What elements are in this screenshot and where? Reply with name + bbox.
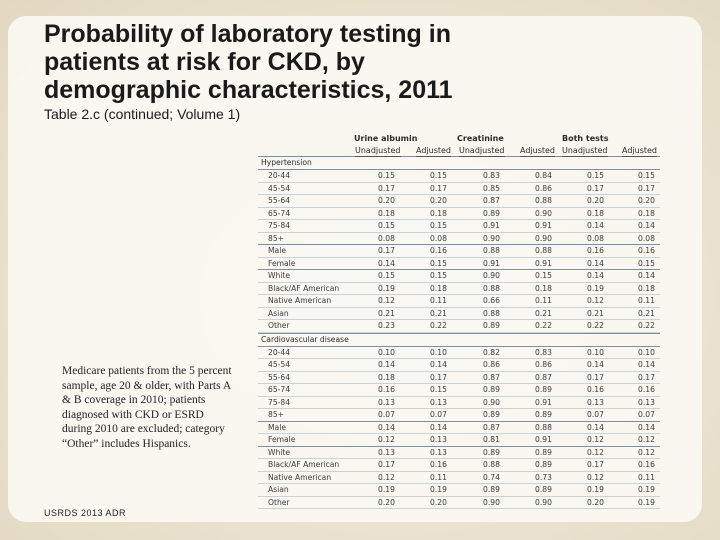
value-cell: 0.18 bbox=[587, 208, 604, 218]
value-cell: 0.14 bbox=[638, 422, 655, 432]
value-cell: 0.19 bbox=[430, 485, 447, 494]
value-cell: 0.14 bbox=[587, 422, 604, 432]
value-cell: 0.83 bbox=[535, 347, 552, 357]
value-cell: 0.07 bbox=[430, 410, 447, 419]
row-label: Black/AF American bbox=[268, 283, 340, 293]
value-cell: 0.87 bbox=[535, 372, 552, 382]
value-cell: 0.88 bbox=[535, 246, 552, 255]
value-cell: 0.13 bbox=[430, 397, 447, 407]
value-cell: 0.86 bbox=[535, 360, 552, 369]
value-cell: 0.08 bbox=[638, 233, 655, 243]
value-cell: 0.17 bbox=[378, 246, 395, 255]
value-cell: 0.18 bbox=[638, 208, 655, 218]
value-cell: 0.19 bbox=[638, 497, 655, 507]
value-cell: 0.18 bbox=[378, 372, 395, 382]
value-cell: 0.20 bbox=[378, 497, 395, 507]
value-cell: 0.18 bbox=[638, 283, 655, 293]
value-cell: 0.15 bbox=[430, 221, 447, 230]
row-label: 45-54 bbox=[268, 360, 291, 369]
value-cell: 0.20 bbox=[587, 497, 604, 507]
value-cell: 0.10 bbox=[587, 347, 604, 357]
value-cell: 0.83 bbox=[483, 171, 500, 180]
value-cell: 0.89 bbox=[535, 447, 552, 457]
value-cell: 0.22 bbox=[430, 321, 447, 330]
value-cell: 0.07 bbox=[378, 410, 395, 419]
table-row bbox=[258, 347, 660, 360]
data-table bbox=[258, 132, 660, 509]
value-cell: 0.84 bbox=[535, 171, 552, 180]
value-cell: 0.11 bbox=[535, 296, 552, 305]
value-cell: 0.89 bbox=[483, 385, 500, 394]
column-header: Unadjusted bbox=[562, 146, 608, 155]
value-cell: 0.14 bbox=[587, 360, 604, 369]
value-cell: 0.21 bbox=[430, 308, 447, 318]
table-row bbox=[258, 434, 660, 447]
value-cell: 0.12 bbox=[378, 472, 395, 482]
value-cell: 0.19 bbox=[587, 485, 604, 494]
row-label: Asian bbox=[268, 308, 289, 318]
table-row bbox=[258, 295, 660, 308]
value-cell: 0.10 bbox=[378, 347, 395, 357]
value-cell: 0.81 bbox=[483, 435, 500, 444]
value-cell: 0.08 bbox=[587, 233, 604, 243]
row-label: 55-64 bbox=[268, 196, 291, 205]
value-cell: 0.21 bbox=[587, 308, 604, 318]
value-cell: 0.86 bbox=[483, 360, 500, 369]
method-note: Medicare patients from the 5 percent sample, age 20 & older, with Parts A & B coverage in 2010; patients diagnosed with CKD or ESRD during 2010 are excluded; category “Other” includes Hispanics. bbox=[62, 365, 232, 450]
value-cell: 0.12 bbox=[378, 435, 395, 444]
value-cell: 0.22 bbox=[638, 321, 655, 330]
value-cell: 0.14 bbox=[587, 221, 604, 230]
value-cell: 0.90 bbox=[483, 233, 500, 243]
row-label: Black/AF American bbox=[268, 460, 340, 469]
value-cell: 0.20 bbox=[638, 196, 655, 205]
value-cell: 0.15 bbox=[587, 171, 604, 180]
table-row bbox=[258, 220, 660, 233]
column-header: Adjusted bbox=[416, 146, 452, 155]
value-cell: 0.15 bbox=[430, 271, 447, 280]
value-cell: 0.82 bbox=[483, 347, 500, 357]
value-cell: 0.17 bbox=[378, 183, 395, 193]
table-row bbox=[258, 320, 660, 333]
row-label: Other bbox=[268, 497, 290, 507]
value-cell: 0.88 bbox=[483, 460, 500, 469]
value-cell: 0.14 bbox=[638, 271, 655, 280]
value-cell: 0.91 bbox=[483, 221, 500, 230]
value-cell: 0.18 bbox=[430, 283, 447, 293]
value-cell: 0.12 bbox=[587, 296, 604, 305]
value-cell: 0.22 bbox=[587, 321, 604, 330]
value-cell: 0.20 bbox=[378, 196, 395, 205]
value-cell: 0.07 bbox=[587, 410, 604, 419]
table-row bbox=[258, 258, 660, 271]
value-cell: 0.87 bbox=[483, 422, 500, 432]
row-label: Asian bbox=[268, 485, 289, 494]
value-cell: 0.91 bbox=[535, 397, 552, 407]
table-row bbox=[258, 397, 660, 410]
row-label: Female bbox=[268, 435, 296, 444]
value-cell: 0.91 bbox=[483, 258, 500, 268]
value-cell: 0.89 bbox=[535, 410, 552, 419]
value-cell: 0.14 bbox=[430, 422, 447, 432]
value-cell: 0.23 bbox=[378, 321, 395, 330]
value-cell: 0.11 bbox=[638, 472, 655, 482]
value-cell: 0.18 bbox=[378, 208, 395, 218]
value-cell: 0.89 bbox=[483, 410, 500, 419]
value-cell: 0.14 bbox=[378, 258, 395, 268]
value-cell: 0.19 bbox=[638, 485, 655, 494]
value-cell: 0.20 bbox=[430, 196, 447, 205]
table-row bbox=[258, 472, 660, 485]
value-cell: 0.15 bbox=[378, 171, 395, 180]
value-cell: 0.16 bbox=[638, 385, 655, 394]
value-cell: 0.08 bbox=[378, 233, 395, 243]
group-header-urine-albumin: Urine albumin bbox=[354, 134, 418, 143]
column-header: Unadjusted bbox=[459, 146, 505, 155]
value-cell: 0.15 bbox=[638, 258, 655, 268]
row-label: Male bbox=[268, 422, 286, 432]
value-cell: 0.15 bbox=[638, 171, 655, 180]
row-label: 20-44 bbox=[268, 171, 291, 180]
value-cell: 0.14 bbox=[378, 422, 395, 432]
group-header-creatinine: Creatinine bbox=[457, 134, 504, 143]
value-cell: 0.17 bbox=[587, 460, 604, 469]
value-cell: 0.19 bbox=[378, 283, 395, 293]
row-label: 85+ bbox=[268, 410, 285, 419]
table-row bbox=[258, 409, 660, 422]
value-cell: 0.90 bbox=[483, 497, 500, 507]
value-cell: 0.15 bbox=[430, 258, 447, 268]
table-row bbox=[258, 447, 660, 460]
row-label: 20-44 bbox=[268, 347, 291, 357]
table-row bbox=[258, 283, 660, 296]
value-cell: 0.08 bbox=[430, 233, 447, 243]
group-header-both-tests: Both tests bbox=[562, 134, 609, 143]
table-row bbox=[258, 233, 660, 246]
value-cell: 0.12 bbox=[638, 435, 655, 444]
value-cell: 0.89 bbox=[483, 321, 500, 330]
row-label: White bbox=[268, 447, 291, 457]
value-cell: 0.16 bbox=[587, 246, 604, 255]
value-cell: 0.15 bbox=[535, 271, 552, 280]
value-cell: 0.89 bbox=[483, 447, 500, 457]
value-cell: 0.90 bbox=[535, 497, 552, 507]
value-cell: 0.17 bbox=[430, 183, 447, 193]
value-cell: 0.14 bbox=[638, 360, 655, 369]
value-cell: 0.12 bbox=[587, 435, 604, 444]
value-cell: 0.88 bbox=[535, 422, 552, 432]
value-cell: 0.15 bbox=[378, 221, 395, 230]
value-cell: 0.91 bbox=[535, 258, 552, 268]
value-cell: 0.17 bbox=[587, 183, 604, 193]
value-cell: 0.10 bbox=[430, 347, 447, 357]
row-label: Female bbox=[268, 258, 296, 268]
source-footer: USRDS 2013 ADR bbox=[44, 508, 127, 518]
value-cell: 0.89 bbox=[483, 208, 500, 218]
value-cell: 0.12 bbox=[587, 472, 604, 482]
value-cell: 0.15 bbox=[430, 385, 447, 394]
table-row bbox=[258, 372, 660, 385]
value-cell: 0.14 bbox=[587, 258, 604, 268]
row-label: Male bbox=[268, 246, 286, 255]
value-cell: 0.12 bbox=[378, 296, 395, 305]
table-header bbox=[258, 132, 660, 156]
value-cell: 0.19 bbox=[378, 485, 395, 494]
table-row bbox=[258, 208, 660, 221]
value-cell: 0.89 bbox=[535, 385, 552, 394]
value-cell: 0.20 bbox=[587, 196, 604, 205]
value-cell: 0.17 bbox=[378, 460, 395, 469]
value-cell: 0.91 bbox=[535, 221, 552, 230]
column-header: Adjusted bbox=[622, 146, 658, 155]
row-label: 65-74 bbox=[268, 385, 291, 394]
row-label: Native American bbox=[268, 472, 332, 482]
value-cell: 0.90 bbox=[483, 397, 500, 407]
value-cell: 0.89 bbox=[483, 485, 500, 494]
row-label: 75-84 bbox=[268, 397, 291, 407]
value-cell: 0.12 bbox=[587, 447, 604, 457]
value-cell: 0.16 bbox=[430, 246, 447, 255]
column-header: Adjusted bbox=[520, 146, 556, 155]
value-cell: 0.87 bbox=[483, 196, 500, 205]
value-cell: 0.88 bbox=[483, 308, 500, 318]
row-label: 85+ bbox=[268, 233, 285, 243]
table-row bbox=[258, 170, 660, 183]
value-cell: 0.89 bbox=[535, 460, 552, 469]
value-cell: 0.17 bbox=[430, 372, 447, 382]
value-cell: 0.13 bbox=[587, 397, 604, 407]
value-cell: 0.89 bbox=[535, 485, 552, 494]
value-cell: 0.66 bbox=[483, 296, 500, 305]
value-cell: 0.86 bbox=[535, 183, 552, 193]
row-label: Other bbox=[268, 321, 290, 330]
table-body bbox=[258, 156, 660, 509]
table-row bbox=[258, 497, 660, 510]
value-cell: 0.13 bbox=[430, 447, 447, 457]
row-label: White bbox=[268, 271, 291, 280]
value-cell: 0.14 bbox=[378, 360, 395, 369]
value-cell: 0.90 bbox=[483, 271, 500, 280]
table-row bbox=[258, 183, 660, 196]
column-header: Unadjusted bbox=[355, 146, 401, 155]
slide-subtitle: Table 2.c (continued; Volume 1) bbox=[44, 106, 241, 122]
table-row bbox=[258, 245, 660, 258]
table-row bbox=[258, 459, 660, 472]
value-cell: 0.17 bbox=[638, 183, 655, 193]
value-cell: 0.16 bbox=[430, 460, 447, 469]
value-cell: 0.88 bbox=[483, 246, 500, 255]
value-cell: 0.21 bbox=[638, 308, 655, 318]
section-header: Cardiovascular disease bbox=[258, 333, 660, 347]
value-cell: 0.15 bbox=[430, 171, 447, 180]
value-cell: 0.22 bbox=[535, 321, 552, 330]
value-cell: 0.90 bbox=[535, 233, 552, 243]
value-cell: 0.74 bbox=[483, 472, 500, 482]
value-cell: 0.21 bbox=[378, 308, 395, 318]
value-cell: 0.17 bbox=[587, 372, 604, 382]
value-cell: 0.16 bbox=[638, 460, 655, 469]
value-cell: 0.19 bbox=[587, 283, 604, 293]
table-row bbox=[258, 270, 660, 283]
row-label: 65-74 bbox=[268, 208, 291, 218]
value-cell: 0.14 bbox=[638, 221, 655, 230]
value-cell: 0.13 bbox=[378, 447, 395, 457]
value-cell: 0.16 bbox=[638, 246, 655, 255]
value-cell: 0.18 bbox=[430, 208, 447, 218]
value-cell: 0.12 bbox=[638, 447, 655, 457]
value-cell: 0.14 bbox=[430, 360, 447, 369]
value-cell: 0.11 bbox=[430, 472, 447, 482]
value-cell: 0.14 bbox=[587, 271, 604, 280]
value-cell: 0.10 bbox=[638, 347, 655, 357]
table-row bbox=[258, 484, 660, 497]
value-cell: 0.88 bbox=[535, 196, 552, 205]
row-label: 55-64 bbox=[268, 372, 291, 382]
value-cell: 0.13 bbox=[378, 397, 395, 407]
value-cell: 0.15 bbox=[378, 271, 395, 280]
value-cell: 0.13 bbox=[430, 435, 447, 444]
value-cell: 0.18 bbox=[535, 283, 552, 293]
table-row bbox=[258, 195, 660, 208]
row-label: 45-54 bbox=[268, 183, 291, 193]
value-cell: 0.11 bbox=[430, 296, 447, 305]
value-cell: 0.88 bbox=[483, 283, 500, 293]
table-row bbox=[258, 384, 660, 397]
row-label: Native American bbox=[268, 296, 332, 305]
value-cell: 0.87 bbox=[483, 372, 500, 382]
value-cell: 0.16 bbox=[587, 385, 604, 394]
row-label: 75-84 bbox=[268, 221, 291, 230]
slide-title: Probability of laboratory testing in patients at risk for CKD, by demographic characteristics, 2011 bbox=[44, 20, 453, 104]
value-cell: 0.11 bbox=[638, 296, 655, 305]
value-cell: 0.85 bbox=[483, 183, 500, 193]
value-cell: 0.16 bbox=[378, 385, 395, 394]
value-cell: 0.90 bbox=[535, 208, 552, 218]
value-cell: 0.91 bbox=[535, 435, 552, 444]
value-cell: 0.17 bbox=[638, 372, 655, 382]
value-cell: 0.20 bbox=[430, 497, 447, 507]
value-cell: 0.73 bbox=[535, 472, 552, 482]
value-cell: 0.13 bbox=[638, 397, 655, 407]
section-header: Hypertension bbox=[258, 156, 660, 170]
value-cell: 0.07 bbox=[638, 410, 655, 419]
table-row bbox=[258, 359, 660, 372]
table-row bbox=[258, 422, 660, 435]
table-row bbox=[258, 308, 660, 321]
value-cell: 0.21 bbox=[535, 308, 552, 318]
